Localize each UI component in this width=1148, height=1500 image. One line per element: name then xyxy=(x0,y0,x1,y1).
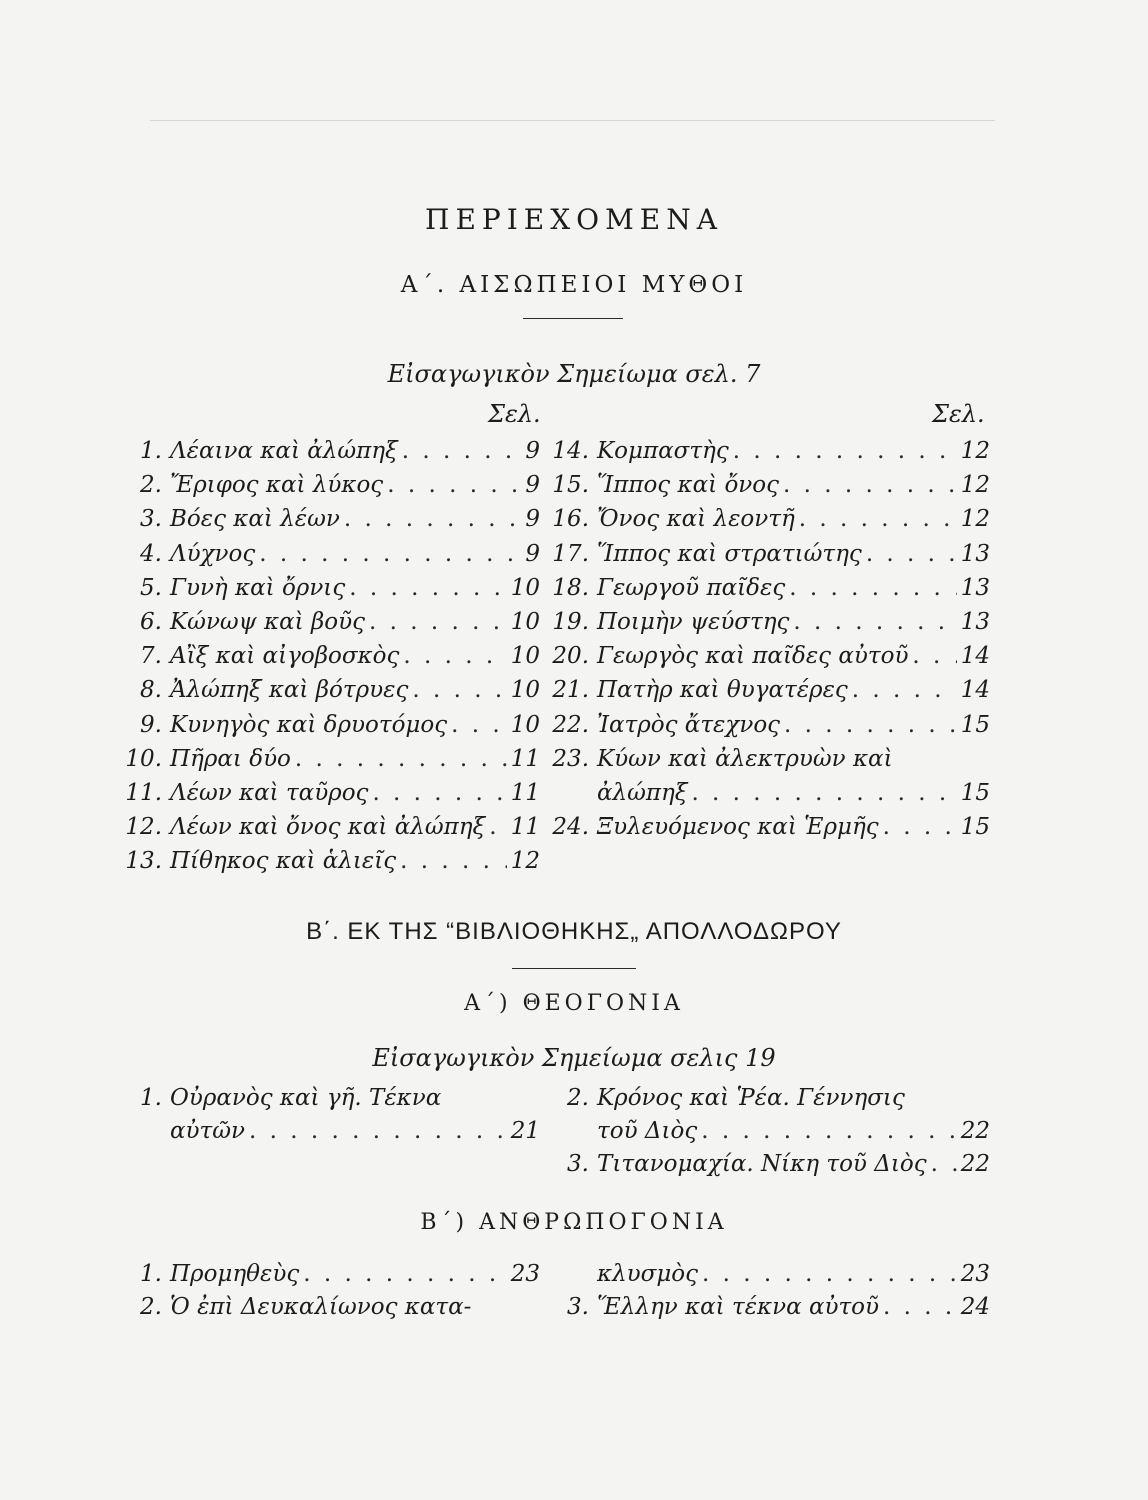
bleed-through-rule xyxy=(150,120,995,121)
entry-page: 10 xyxy=(510,643,540,670)
dot-leader xyxy=(412,677,506,703)
entry-title: Ὄνος καὶ λεοντῆ xyxy=(597,506,795,533)
entry-number: 15. xyxy=(552,472,589,499)
entry-number: 23. xyxy=(552,745,589,772)
entry-title: Πατὴρ καὶ θυγατέρες xyxy=(597,677,848,704)
divider-rule xyxy=(512,968,636,969)
entry-page: 11 xyxy=(510,745,540,772)
theogony-entry-3: 3. Τιτανομαχία. Νίκη τοῦ Διὸς . . . 22 xyxy=(545,1151,990,1183)
part_a.right-entry xyxy=(545,677,990,709)
dot-leader xyxy=(852,677,957,703)
part_a.right-entry xyxy=(545,438,990,470)
entry-number: 5. xyxy=(140,574,162,601)
anthropogony-entry-3: 3. Ἕλλην καὶ τέκνα αὐτοῦ . . . 24 xyxy=(545,1294,990,1326)
entry-number: 11. xyxy=(125,780,162,806)
dot-leader xyxy=(912,643,956,669)
entry-number: 24. xyxy=(552,814,589,841)
page-title: ΠΕΡΙΕΧΟΜΕΝΑ xyxy=(425,203,723,236)
dot-leader xyxy=(733,438,957,464)
part_a.left-entry xyxy=(118,643,540,675)
dot-leader xyxy=(369,609,507,635)
entry-number: 13. xyxy=(125,848,162,875)
entry-number: 21. xyxy=(552,677,589,704)
entry-number: 17. xyxy=(552,540,589,567)
entry-page: 12 xyxy=(960,438,990,464)
anthropogony-entry-1: 1. Προμηθεὺς . . . 23 xyxy=(118,1261,540,1293)
dot-leader xyxy=(295,746,507,772)
entry-number: 6. xyxy=(140,609,162,635)
part_a.right-entry xyxy=(545,575,990,607)
entry-number: 3. xyxy=(140,506,162,533)
entry-page: 13 xyxy=(960,609,990,635)
part_a.right-entry xyxy=(545,814,990,846)
right-column-header: Σελ. xyxy=(932,400,985,428)
part_a.left-entry xyxy=(118,575,540,607)
dot-leader xyxy=(784,712,957,738)
entry-page: 14 xyxy=(960,677,990,704)
part_a.right-entry xyxy=(545,643,990,675)
dot-leader xyxy=(866,541,957,567)
anthropogony-entry-2-line1: 2. Ὁ ἐπὶ Δευκαλίωνος κατα- xyxy=(140,1294,472,1320)
part_a.left-entry xyxy=(118,506,540,538)
dot-leader xyxy=(344,506,521,532)
entry-title: Κώνωψ καὶ βοῦς xyxy=(170,609,365,635)
dot-leader xyxy=(402,438,522,464)
theogony-entry-2-line1: 2. Κρόνος καὶ Ῥέα. Γέννησις xyxy=(567,1085,905,1111)
part-a-heading: Α΄. ΑΙΣΩΠΕΙΟΙ ΜΥΘΟΙ xyxy=(400,272,748,298)
entry-title: Γυνὴ καὶ ὄρνις xyxy=(170,574,346,601)
entry-title: Λέαινα καὶ ἀλώπηξ xyxy=(170,438,398,464)
entry-title: Ἰατρὸς ἄτεχνος xyxy=(597,711,781,738)
part_a.left-entry xyxy=(118,609,540,641)
entry-title: Γεωργὸς καὶ παῖδες αὐτοῦ xyxy=(597,643,909,670)
entry-page: 12 xyxy=(960,506,990,533)
part_a.left-entry xyxy=(118,677,540,709)
part_a.left-entry xyxy=(118,848,540,880)
entry-page: 15 xyxy=(960,711,990,738)
entry-title: Κομπαστὴς xyxy=(597,438,729,464)
theogony-entry-1-line2: αὐτῶν . . . 21 xyxy=(170,1118,540,1150)
entry-number: 16. xyxy=(552,506,589,533)
entry-page: 10 xyxy=(510,711,540,738)
dot-leader xyxy=(793,609,956,635)
part-b-heading: Β΄. ΕΚ ΤΗΣ “ΒΙΒΛΙΟΘΗΚΗΣ„ ΑΠΟΛΛΟΔΩΡΟΥ xyxy=(306,918,842,945)
entry-page: 10 xyxy=(510,574,540,601)
part_a.right-entry xyxy=(545,746,990,778)
part_a.right-entry xyxy=(545,506,990,538)
entry-page: 9 xyxy=(525,438,540,464)
entry-page: 9 xyxy=(525,506,540,533)
part_a.left-entry xyxy=(118,814,540,846)
entry-number: 9. xyxy=(140,711,162,738)
dot-leader xyxy=(783,472,957,498)
entry-page: 9 xyxy=(525,540,540,567)
part_a.left-entry xyxy=(118,712,540,744)
entry-title: Πίθηκος καὶ ἁλιεῖς xyxy=(170,848,397,875)
dot-leader xyxy=(372,780,506,806)
dot-leader xyxy=(259,541,521,567)
part_a.right-entry xyxy=(545,712,990,744)
entry-page: 10 xyxy=(510,609,540,635)
entry-page: 11 xyxy=(510,780,540,806)
entry-number: 18. xyxy=(552,574,589,601)
entry-title: Ἵππος καὶ στρατιώτης xyxy=(597,540,862,567)
part_a.right-entry xyxy=(545,541,990,573)
entry-title: Ἵππος καὶ ὄνος xyxy=(597,472,780,499)
part_a.left-entry xyxy=(118,780,540,812)
theogony-heading: Α΄) ΘΕΟΓΟΝΙΑ xyxy=(464,991,684,1016)
entry-title: Λέων καὶ ὄνος καὶ ἀλώπηξ xyxy=(170,814,486,841)
entry-title: ἀλώπηξ xyxy=(597,780,688,806)
dot-leader xyxy=(387,472,521,498)
dot-leader xyxy=(451,712,507,738)
entry-title: Ἀλώπηξ καὶ βότρυες xyxy=(170,677,409,704)
entry-page: 12 xyxy=(960,472,990,499)
entry-page: 13 xyxy=(960,540,990,567)
entry-title: Ποιμὴν ψεύστης xyxy=(597,609,790,635)
entry-number: 7. xyxy=(140,643,162,670)
theogony-entry-1-line1: 1. Οὐρανὸς καὶ γῆ. Τέκνα xyxy=(140,1085,442,1111)
entry-title: Ξυλευόμενος καὶ Ἑρμῆς xyxy=(597,814,879,841)
entry-page: 15 xyxy=(960,814,990,841)
entry-number: 8. xyxy=(140,677,162,704)
entry-number: 4. xyxy=(140,540,162,567)
part-a-intro: Εἰσαγωγικὸν Σημείωμα σελ. 7 xyxy=(387,360,761,388)
entry-title: Κύων καὶ ἀλεκτρυὼν καὶ xyxy=(597,745,893,772)
entry-number: 20. xyxy=(552,643,589,670)
entry-number: 19. xyxy=(552,609,589,635)
anthropogony-heading: Β΄) ΑΝΘΡΩΠΟΓΟΝΙΑ xyxy=(420,1210,728,1235)
entry-number: 22. xyxy=(552,711,589,738)
entry-number: 10. xyxy=(125,745,162,772)
dot-leader xyxy=(789,575,957,601)
dot-leader xyxy=(349,575,507,601)
entry-title: Λύχνος xyxy=(170,540,256,567)
part_a.right-entry xyxy=(545,609,990,641)
dot-leader xyxy=(403,643,506,669)
entry-number: 12. xyxy=(125,814,162,841)
entry-page: 14 xyxy=(960,643,990,670)
part_a.left-entry xyxy=(118,746,540,778)
entry-page: 11 xyxy=(510,814,540,841)
entry-title: Λέων καὶ ταῦρος xyxy=(170,780,369,806)
entry-title: Πῆραι δύο xyxy=(170,745,291,772)
entry-number: 1. xyxy=(140,438,162,464)
entry-page: 15 xyxy=(960,780,990,806)
entry-title: Βόες καὶ λέων xyxy=(170,506,340,533)
part_a.left-entry xyxy=(118,438,540,470)
theogony-entry-2-line2: τοῦ Διὸς . . . 22 xyxy=(597,1118,990,1150)
dot-leader xyxy=(691,780,956,806)
dot-leader xyxy=(489,814,507,840)
theogony-intro: Εἰσαγωγικὸν Σημείωμα σελις 19 xyxy=(372,1044,776,1072)
divider-rule xyxy=(523,318,623,319)
part_a.left-entry xyxy=(118,541,540,573)
part_a.left-entry xyxy=(118,472,540,504)
left-column-header: Σελ. xyxy=(488,400,541,428)
part_a.right-entry xyxy=(545,472,990,504)
part_a.right-entry xyxy=(597,780,990,812)
entry-page: 13 xyxy=(960,574,990,601)
entry-title: Γεωργοῦ παῖδες xyxy=(597,574,786,601)
entry-number: 14. xyxy=(552,438,589,464)
anthropogony-entry-2-line2: κλυσμὸς . . . 23 xyxy=(597,1261,990,1293)
dot-leader xyxy=(799,506,957,532)
entry-number: 2. xyxy=(140,472,162,499)
entry-page: 10 xyxy=(510,677,540,704)
entry-title: Αἲξ καὶ αἰγοβοσκὸς xyxy=(170,643,400,670)
entry-page: 9 xyxy=(525,472,540,499)
dot-leader xyxy=(400,848,507,874)
entry-page: 12 xyxy=(510,848,540,875)
entry-title: Ἔριφος καὶ λύκος xyxy=(170,472,384,499)
entry-title: Κυνηγὸς καὶ δρυοτόμος xyxy=(170,711,448,738)
dot-leader xyxy=(883,814,957,840)
